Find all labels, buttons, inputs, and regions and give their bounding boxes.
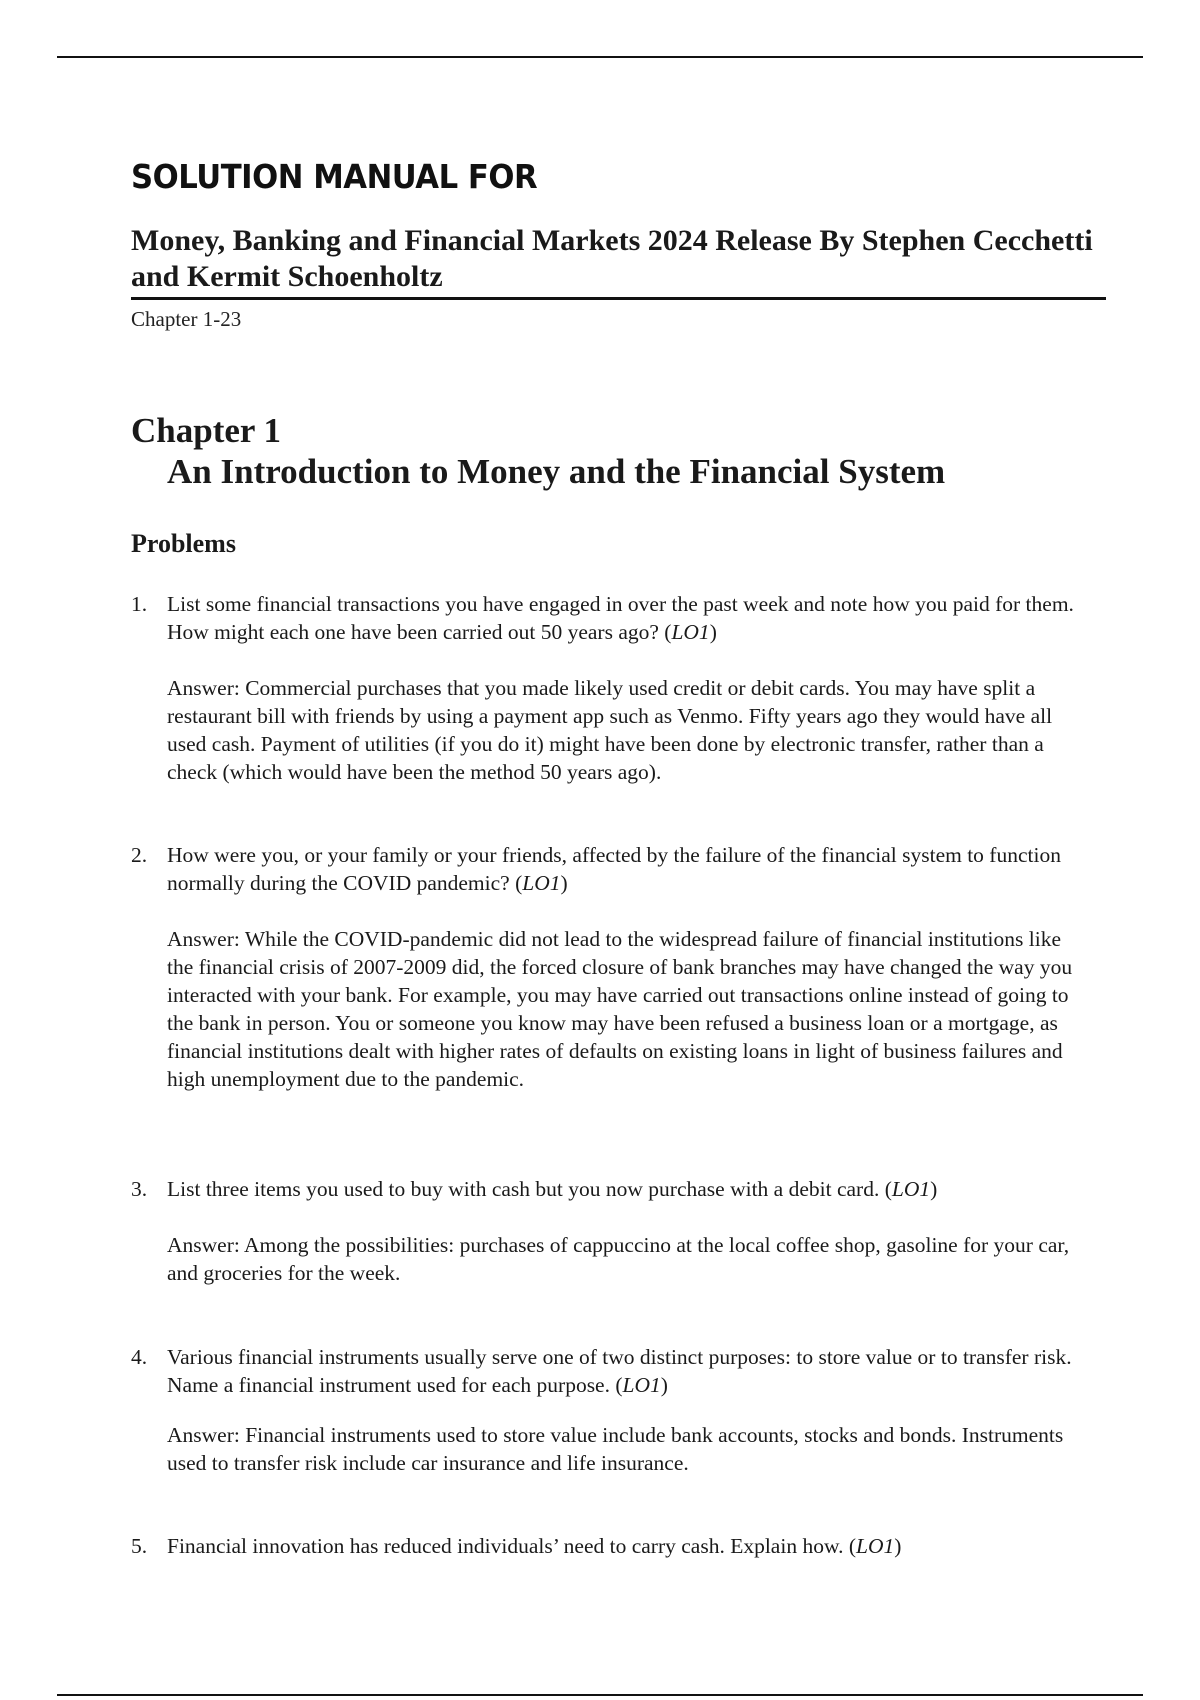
chapter-range: Chapter 1-23 (131, 307, 242, 331)
problem-item (131, 841, 1091, 1093)
chapter-number: Chapter 1 (131, 411, 282, 450)
chapter-title: An Introduction to Money and the Financial System (167, 452, 946, 491)
top-rule (57, 56, 1143, 58)
learning-objective: LO1 (622, 1373, 661, 1397)
problem-question: Various financial instruments usually serve one of two distinct purposes: to store value or to transfer risk. Name a financial instrument used for each purpose. (LO1) (167, 1345, 1072, 1397)
problem-item (131, 1532, 1091, 1560)
problem-item (131, 590, 1091, 786)
problem-number: 1. (131, 592, 148, 616)
problem-question: List three items you used to buy with cash but you now purchase with a debit card. (LO1) (167, 1177, 938, 1201)
problem-question: How were you, or your family or your friends, affected by the failure of the financial system to function normally during the COVID pandemic? (LO1) (167, 843, 1061, 895)
book-title: Money, Banking and Financial Markets 2024 Release By Stephen Cecchetti and Kermit Schoenholtz (131, 224, 1093, 293)
learning-objective: LO1 (522, 871, 561, 895)
problem-answer: Answer: Commercial purchases that you made likely used credit or debit cards. You may have split a restaurant bill with friends by using a payment app such as Venmo. Fifty years ago they would have all used cash. Payment of utilities (if you do it) might have been done by electronic transfer, rather than a check (which would have been the method 50 years ago). (167, 676, 1053, 784)
learning-objective: LO1 (671, 620, 710, 644)
problem-item (131, 1343, 1091, 1477)
problem-question: List some financial transactions you have engaged in over the past week and note how you paid for them. How might each one have been carried out 50 years ago? (LO1) (167, 592, 1074, 644)
learning-objective: LO1 (891, 1177, 931, 1201)
problem-number: 2. (131, 843, 148, 867)
problem-answer: Answer: Among the possibilities: purchases of cappuccino at the local coffee shop, gasoline for your car, and groceries for the week. (167, 1233, 1070, 1285)
problem-answer: Answer: While the COVID-pandemic did not lead to the widespread failure of financial institutions like the financial crisis of 2007-2009 did, the forced closure of bank branches may have changed the way you interacted with your bank. For example, you may have carried out transactions online instead of going to the bank in person. You or someone you know may have been refused a business loan or a mortgage, as financial institutions dealt with higher rates of defaults on existing loans in light of business failures and high unemployment due to the pandemic. (167, 927, 1073, 1091)
problem-item (131, 1175, 1091, 1287)
problem-number: 4. (131, 1345, 148, 1369)
title-rule (131, 297, 1106, 300)
solution-manual-title: SOLUTION MANUAL FOR (131, 157, 538, 196)
learning-objective: LO1 (856, 1534, 895, 1558)
problem-number: 5. (131, 1534, 148, 1558)
bottom-rule (57, 1694, 1143, 1696)
problems-heading: Problems (131, 529, 236, 558)
problem-number: 3. (131, 1177, 148, 1201)
problem-answer: Answer: Financial instruments used to store value include bank accounts, stocks and bonds. Instruments used to transfer risk include car insurance and life insurance. (167, 1423, 1064, 1475)
problem-question: Financial innovation has reduced individuals’ need to carry cash. Explain how. (LO1) (167, 1534, 902, 1558)
